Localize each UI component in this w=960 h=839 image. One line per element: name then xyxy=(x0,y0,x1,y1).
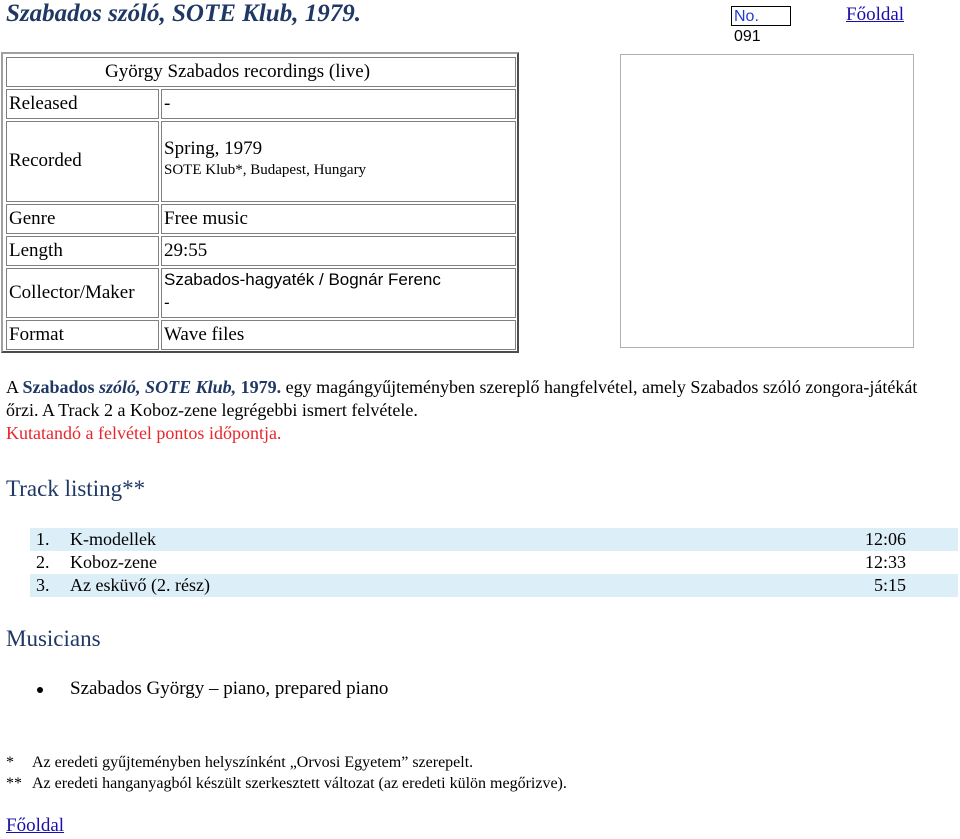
musicians-heading: Musicians xyxy=(6,626,101,651)
format-label: Format xyxy=(9,324,64,345)
description-title-italic: szóló, SOTE Klub, xyxy=(99,377,237,397)
track-duration: 12:33 xyxy=(864,552,906,572)
length-label-cell xyxy=(6,236,159,266)
released-value: - xyxy=(164,93,171,114)
page-number-value: 091 xyxy=(734,28,761,45)
format-value-cell xyxy=(161,320,516,350)
recorded-place: SOTE Klub*, Budapest, Hungary xyxy=(164,162,367,178)
track-title: Koboz-zene xyxy=(70,552,157,572)
page-title: Szabados szóló, SOTE Klub, 1979. xyxy=(6,0,361,27)
collector-label: Collector/Maker xyxy=(9,282,135,303)
musician-name: Szabados György – piano, prepared piano xyxy=(70,678,389,699)
footnote-text: Az eredeti hanganyagból készült szerkesztett változat (az eredeti külön megőrizve). xyxy=(32,775,567,792)
description xyxy=(6,376,936,445)
cover-image-placeholder xyxy=(620,54,914,348)
track-number: 3. xyxy=(36,575,50,595)
collector-label-cell xyxy=(6,268,159,318)
track-duration: 12:06 xyxy=(864,529,906,549)
track-listing-heading: Track listing** xyxy=(6,476,146,501)
info-caption-cell xyxy=(6,57,516,87)
track-list xyxy=(30,528,958,597)
collector-value: Szabados-hagyaték / Bognár Ferenc xyxy=(164,270,441,289)
genre-label-cell xyxy=(6,204,159,234)
footnote-mark: ** xyxy=(6,775,22,792)
recorded-date: Spring, 1979 xyxy=(164,138,263,159)
track-number: 1. xyxy=(36,529,50,549)
page-number-box xyxy=(731,6,791,45)
track-row xyxy=(30,551,958,574)
format-label-cell xyxy=(6,320,159,350)
description-body: egy magángyűjteményben szereplő hangfelvétel, amely Szabados szóló zongora-játékát őrzi. A Track 2 a Koboz-zene legrégebbi ismert felvétele. xyxy=(6,377,918,420)
footnote-text: Az eredeti gyűjteményben helyszínként „Orvosi Egyetem” szerepelt. xyxy=(32,754,474,771)
info-caption: György Szabados recordings (live) xyxy=(105,61,371,82)
length-value: 29:55 xyxy=(164,240,208,261)
genre-label: Genre xyxy=(9,208,56,229)
released-label-cell xyxy=(6,89,159,119)
description-title-bold: Szabados xyxy=(22,377,95,397)
genre-value: Free music xyxy=(164,208,248,229)
description-title-year: 1979. xyxy=(240,377,282,397)
description-research-note: Kutatandó a felvétel pontos időpontja. xyxy=(6,423,282,443)
length-value-cell xyxy=(161,236,516,266)
collector-value-cell xyxy=(161,268,516,318)
recorded-label-cell xyxy=(6,121,159,202)
page-number-label: No. xyxy=(734,8,759,25)
track-number: 2. xyxy=(36,552,50,572)
bullet-icon xyxy=(37,687,43,693)
length-label: Length xyxy=(9,240,63,261)
home-link-bottom[interactable]: Főoldal xyxy=(6,815,65,836)
description-prefix: A xyxy=(6,377,19,397)
track-duration: 5:15 xyxy=(873,575,906,595)
info-table xyxy=(1,52,519,353)
recorded-label: Recorded xyxy=(9,150,82,171)
track-title: Az esküvő (2. rész) xyxy=(70,575,210,595)
track-row xyxy=(30,574,958,597)
genre-value-cell xyxy=(161,204,516,234)
released-label: Released xyxy=(9,93,78,114)
track-row xyxy=(30,528,958,551)
recorded-value-cell xyxy=(161,121,516,202)
maker-value: - xyxy=(164,293,170,312)
released-value-cell xyxy=(161,89,516,119)
track-title: K-modellek xyxy=(70,529,156,549)
home-link-top[interactable]: Főoldal xyxy=(846,4,905,25)
footnote-mark: * xyxy=(6,754,14,771)
format-value: Wave files xyxy=(164,324,245,345)
